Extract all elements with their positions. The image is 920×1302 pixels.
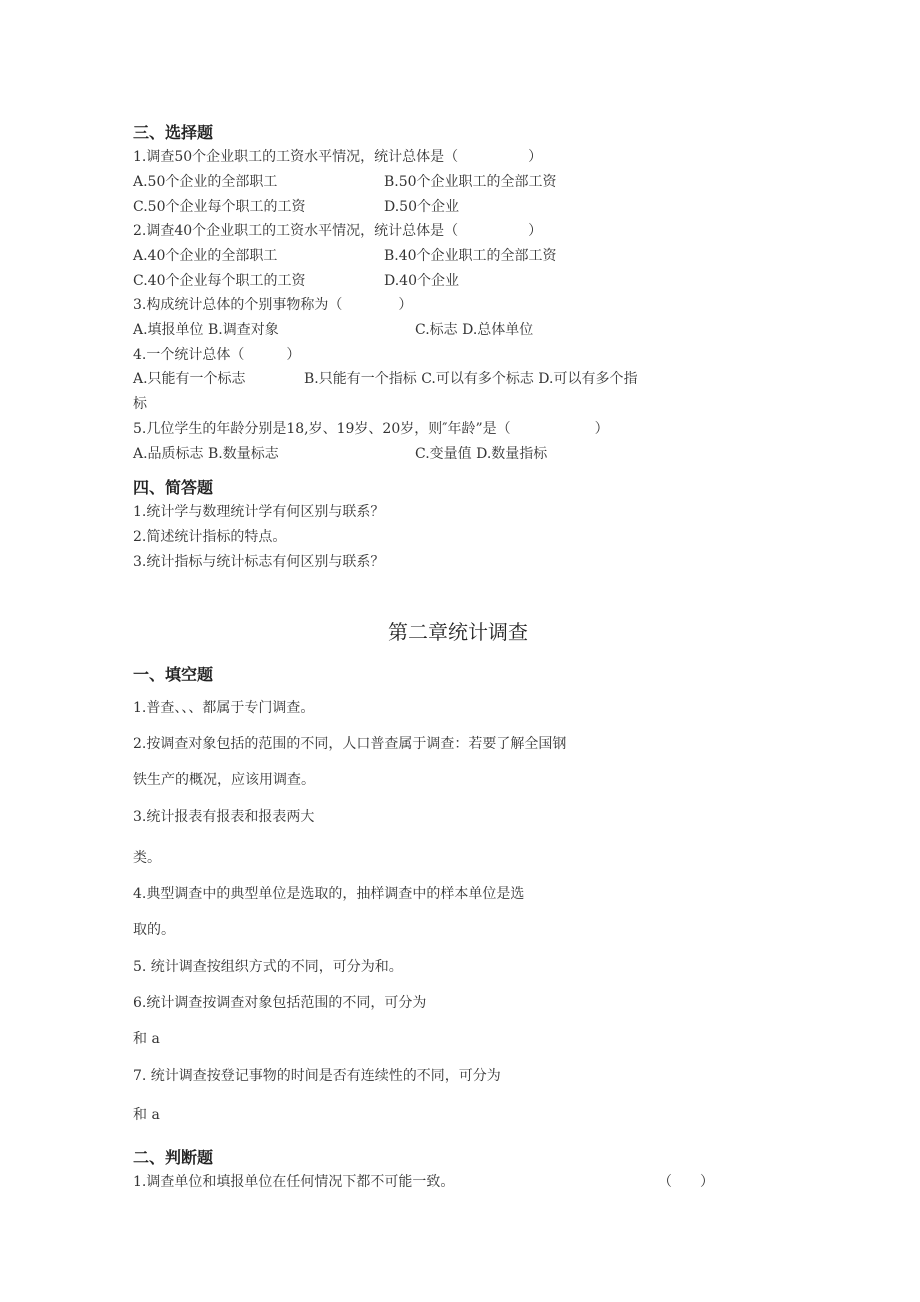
fill-question: 4.典型调查中的典型单位是选取的，抽样调查中的样本单位是选 <box>133 886 525 902</box>
fill-question-continued: 铁生产的概况，应该用调查。 <box>133 772 315 788</box>
judgement-question: 1.调查单位和填报单位在任何情况下都不可能一致。 <box>133 1174 455 1190</box>
option-c: C.40个企业每个职工的工资 <box>133 273 306 289</box>
fill-question: 1.普查、、、都属于专门调查。 <box>133 700 315 716</box>
question-stem: 2.调查40个企业职工的工资水平情况，统计总体是（ ） <box>133 223 543 239</box>
option-c: C.50个企业每个职工的工资 <box>133 199 306 215</box>
chapter-title: 第二章统计调查 <box>388 620 528 644</box>
section-heading-fill-blank: 一、填空题 <box>133 665 214 684</box>
option-wrap: 标 <box>133 396 147 412</box>
option-d: D.50个企业 <box>384 199 459 215</box>
option-d: D.40个企业 <box>384 273 459 289</box>
fill-question-continued: 和 a <box>133 1107 160 1123</box>
fill-question-continued: 和 a <box>133 1031 160 1047</box>
fill-question-continued: 取的。 <box>133 922 175 938</box>
short-answer-question: 1.统计学与数理统计学有何区别与联系？ <box>133 504 385 520</box>
question-stem: 3.构成统计总体的个别事物称为（ ） <box>133 297 413 313</box>
question-stem: 5.几位学生的年龄分别是18,岁、19岁、20岁，则″年龄”是（ ） <box>133 421 609 437</box>
option-a: A.只能有一个标志 <box>133 371 246 387</box>
option-b: B.40个企业职工的全部工资 <box>384 248 557 264</box>
question-stem: 4.一个统计总体（ ） <box>133 347 301 363</box>
short-answer-question: 2.简述统计指标的特点。 <box>133 529 287 545</box>
option-bcd: B.只能有一个指标 C.可以有多个标志 D.可以有多个指 <box>304 371 638 387</box>
question-stem: 1.调查50个企业职工的工资水平情况，统计总体是（ ） <box>133 149 543 165</box>
answer-parentheses: （ ） <box>658 1174 714 1190</box>
option-cd: C.标志 D.总体单位 <box>415 322 534 338</box>
fill-question: 7. 统计调查按登记事物的时间是否有连续性的不同，可分为 <box>133 1068 501 1084</box>
fill-question: 5. 统计调查按组织方式的不同，可分为和。 <box>133 959 403 975</box>
short-answer-question: 3.统计指标与统计标志有何区别与联系？ <box>133 554 385 570</box>
option-a: A.50个企业的全部职工 <box>133 174 278 190</box>
option-a: A.40个企业的全部职工 <box>133 248 278 264</box>
option-ab: A.填报单位 B.调查对象 <box>133 322 279 338</box>
section-heading-judgement: 二、判断题 <box>133 1148 214 1167</box>
fill-question: 6.统计调查按调查对象包括范围的不同，可分为 <box>133 995 427 1011</box>
option-ab: A.品质标志 B.数量标志 <box>133 446 279 462</box>
option-cd: C.变量值 D.数量指标 <box>415 446 548 462</box>
fill-question-continued: 类。 <box>133 850 161 866</box>
fill-question: 3.统计报表有报表和报表两大 <box>133 809 315 825</box>
section-heading-choice: 三、选择题 <box>133 123 214 142</box>
option-b: B.50个企业职工的全部工资 <box>384 174 557 190</box>
fill-question: 2.按调查对象包括的范围的不同，人口普查属于调查：若要了解全国钢 <box>133 736 567 752</box>
section-heading-short-answer: 四、简答题 <box>133 478 214 497</box>
